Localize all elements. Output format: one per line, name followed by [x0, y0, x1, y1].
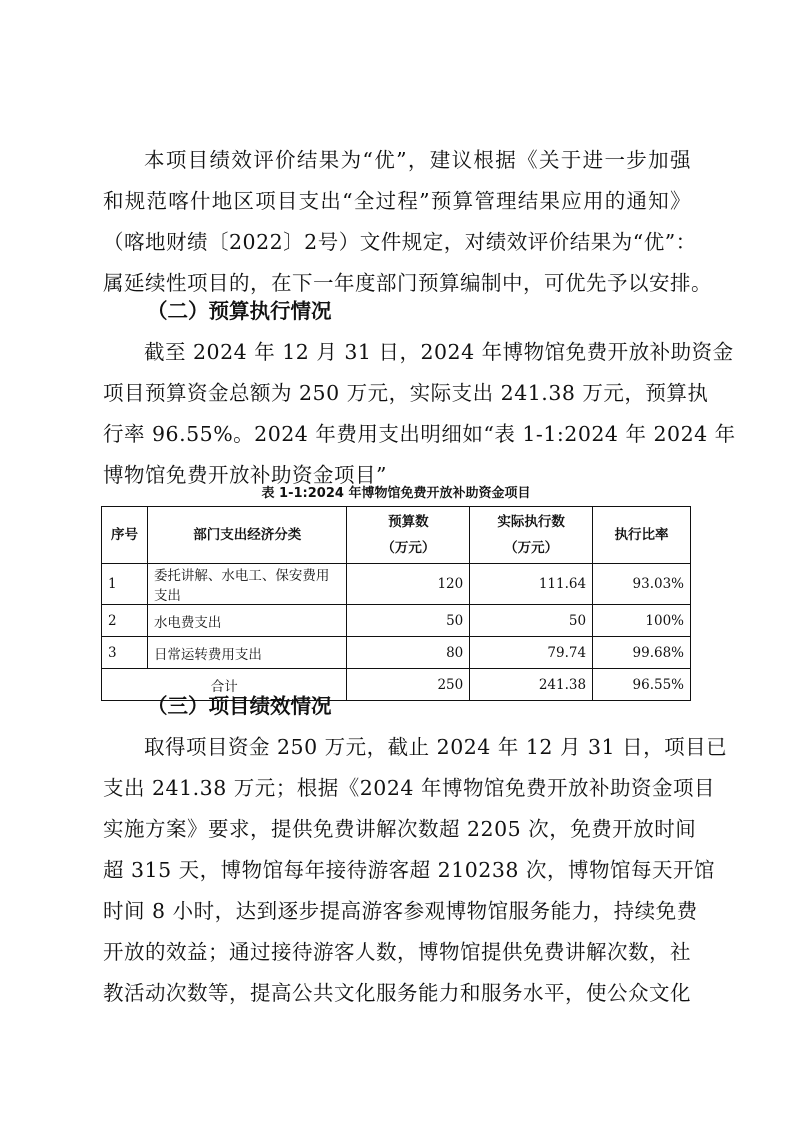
budget-table: [101, 506, 691, 701]
cell-total-label: 合计: [102, 669, 347, 701]
cell-rate: 99.68%: [593, 637, 691, 669]
paragraph-line: 时间 8 小时，达到逐步提高游客参观博物馆服务能力，持续免费: [103, 899, 698, 923]
paragraph-line: （喀地财绩〔2022〕2号）文件规定，对绩效评价结果为“优”：: [103, 230, 697, 254]
cell-rate: 100%: [593, 605, 691, 637]
cell-seq: 3: [102, 637, 148, 669]
header-seq: 序号: [102, 507, 148, 564]
header-budget-line1: 预算数: [388, 514, 429, 530]
section-heading-budget-execution: （二）预算执行情况: [147, 299, 332, 323]
budget-execution-paragraph: [103, 332, 736, 496]
table-row: [102, 605, 691, 637]
header-rate: 执行比率: [593, 507, 691, 564]
paragraph-line: 属延续性项目的，在下一年度部门预算编制中，可优先予以安排。: [103, 271, 712, 295]
paragraph-line: 和规范喀什地区项目支出“全过程”预算管理结果应用的通知》: [103, 189, 691, 213]
project-performance-paragraph: [103, 727, 728, 1014]
paragraph-line: 行率 96.55%。2024 年费用支出明细如“表 1-1:2024 年 2024 年: [103, 422, 736, 446]
table-header-row: [102, 507, 691, 564]
header-actual-line2: （万元）: [504, 540, 559, 556]
table-caption: 表 1-1:2024 年博物馆免费开放补助资金项目: [261, 486, 531, 501]
cell-budget: 120: [347, 564, 470, 605]
paragraph-line: 超 315 天，博物馆每年接待游客超 210238 次，博物馆每天开馆: [103, 858, 715, 882]
paragraph-line: 截至 2024 年 12 月 31 日，2024 年博物馆免费开放补助资金: [144, 340, 734, 364]
paragraph-line: 支出 241.38 万元；根据《2024 年博物馆免费开放补助资金项目: [103, 776, 715, 800]
cell-actual: 111.64: [470, 564, 593, 605]
cell-total-budget: 250: [347, 669, 470, 701]
cell-seq: 1: [102, 564, 148, 605]
cell-budget: 50: [347, 605, 470, 637]
paragraph-line: 博物馆免费开放补助资金项目”: [103, 463, 387, 487]
table-row: [102, 637, 691, 669]
cell-budget: 80: [347, 637, 470, 669]
cell-category: 委托讲解、水电工、保安费用支出: [147, 564, 347, 605]
header-budget: [347, 507, 470, 564]
section-heading-project-performance: （三）项目绩效情况: [147, 694, 332, 718]
cell-rate: 93.03%: [593, 564, 691, 605]
cell-actual: 79.74: [470, 637, 593, 669]
cell-total-actual: 241.38: [470, 669, 593, 701]
paragraph-line: 本项目绩效评价结果为“优”，建议根据《关于进一步加强: [144, 148, 691, 172]
cell-category: 水电费支出: [147, 605, 347, 637]
paragraph-line: 实施方案》要求，提供免费讲解次数超 2205 次，免费开放时间: [103, 817, 697, 841]
paragraph-line: 开放的效益；通过接待游客人数，博物馆提供免费讲解次数，社: [103, 940, 691, 964]
header-budget-line2: （万元）: [381, 540, 436, 556]
paragraph-line: 取得项目资金 250 万元，截止 2024 年 12 月 31 日，项目已: [144, 735, 728, 759]
paragraph-line: 项目预算资金总额为 250 万元，实际支出 241.38 万元，预算执: [103, 381, 709, 405]
table-row: [102, 564, 691, 605]
cell-category: 日常运转费用支出: [147, 637, 347, 669]
cell-total-rate: 96.55%: [593, 669, 691, 701]
evaluation-result-paragraph: [103, 140, 712, 304]
header-actual-line1: 实际执行数: [497, 514, 565, 530]
header-actual: [470, 507, 593, 564]
cell-actual: 50: [470, 605, 593, 637]
cell-seq: 2: [102, 605, 148, 637]
paragraph-line: 教活动次数等，提高公共文化服务能力和服务水平，使公众文化: [103, 981, 691, 1005]
header-category: 部门支出经济分类: [147, 507, 347, 564]
